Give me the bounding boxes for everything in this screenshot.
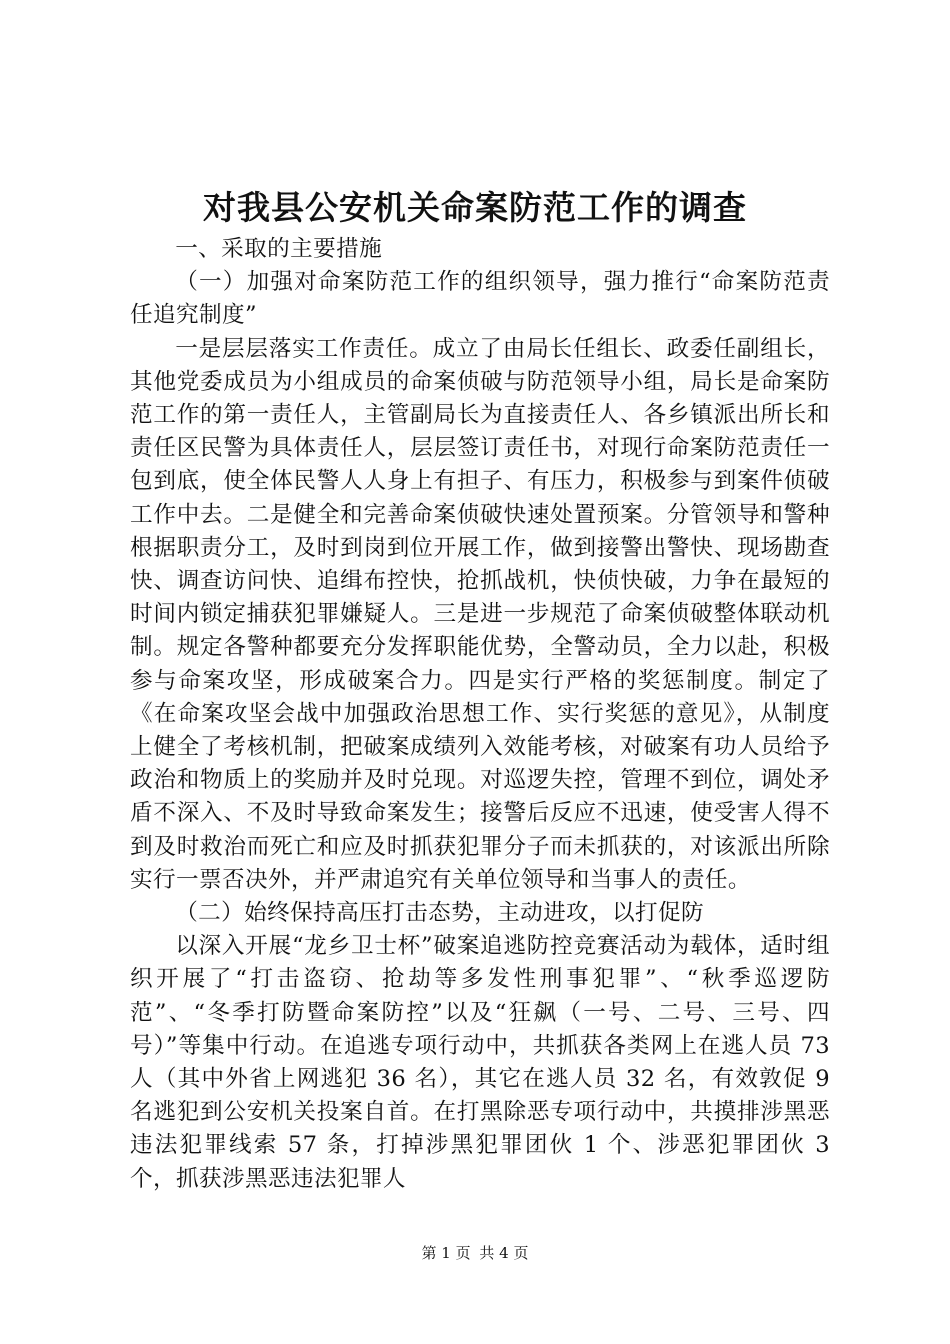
page-total: 共 4 页 bbox=[479, 1244, 529, 1262]
page-number: 第 1 页 bbox=[421, 1244, 471, 1262]
document-body bbox=[130, 233, 830, 1196]
document-title: 对我县公安机关命案防范工作的调查 bbox=[203, 188, 747, 227]
page-footer bbox=[0, 1243, 950, 1263]
body-paragraph-2: 以深入开展“龙乡卫士杯”破案追逃防控竞赛活动为载体，适时组织开展了“打击盗窃、抢劫等多发性刑事犯罪”、“秋季巡逻防范”、“冬季打防暨命案防控”以及“狂飙（一号、二号、三号、四号）”等集中行动。在追逃专项行动中，共抓获各类网上在逃人员 73 人（其中外省上网逃犯 36 名），其它在逃人员 32 名，有效敦促 9 名逃犯到公安机关投案自首。在打黑除恶专项行动中，共摸排涉黑恶违法犯罪线索 57 条，打掉涉黑犯罪团伙 1 个、涉恶犯罪团伙 3 个，抓获涉黑恶违法犯罪人 bbox=[130, 933, 830, 1192]
subsection-heading-1: （一）加强对命案防范工作的组织领导，强力推行“命案防范责任追究制度” bbox=[130, 269, 831, 329]
subsection-heading-2: （二）始终保持高压打击态势，主动进攻，以打促防 bbox=[175, 900, 705, 927]
section-heading-1: 一、采取的主要措施 bbox=[175, 236, 383, 262]
body-paragraph-1: 一是层层落实工作责任。成立了由局长任组长、政委任副组长，其他党委成员为小组成员的命案侦破与防范领导小组，局长是命案防范工作的第一责任人，主管副局长为直接责任人、各乡镇派出所长和责任区民警为具体责任人，层层签订责任书，对现行命案防范责任一包到底，使全体民警人人身上有担子、有压力，积极参与到案件侦破工作中去。二是健全和完善命案侦破快速处置预案。分管领导和警种根据职责分工，及时到岗到位开展工作，做到接警出警快、现场勘查快、调查访问快、追缉布控快，抢抓战机，快侦快破，力争在最短的时间内锁定捕获犯罪嫌疑人。三是进一步规范了命案侦破整体联动机制。规定各警种都要充分发挥职能优势，全警动员，全力以赴，积极参与命案攻坚，形成破案合力。四是实行严格的奖惩制度。制定了《在命案攻坚会战中加强政治思想工作、实行奖惩的意见》，从制度上健全了考核机制，把破案成绩列入效能考核，对破案有功人员给予政治和物质上的奖励并及时兑现。对巡逻失控，管理不到位，调处矛盾不深入、不及时导致命案发生；接警后反应不迅速，使受害人得不到及时救治而死亡和应及时抓获犯罪分子而未抓获的，对该派出所除实行一票否决外，并严肃追究有关单位领导和当事人的责任。 bbox=[130, 335, 830, 893]
